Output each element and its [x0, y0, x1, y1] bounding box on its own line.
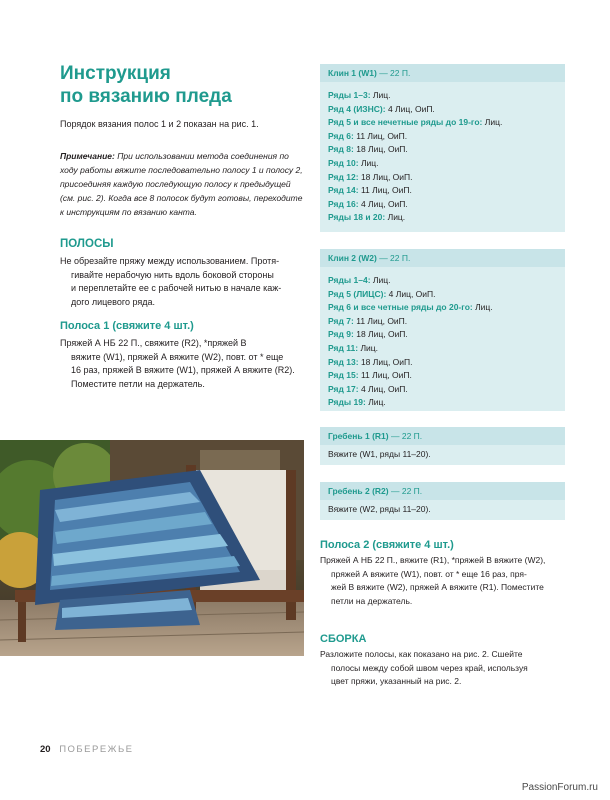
ridge1-text: Вяжите (W1, ряды 11–20).	[328, 449, 431, 459]
wedge1-stitches: — 22 П.	[379, 68, 411, 78]
wedge1-row	[328, 184, 557, 198]
wedge2-row	[328, 396, 557, 410]
strip1-line: Поместите петли на держатель.	[71, 378, 205, 389]
row-text: 11 Лиц, ОиП.	[356, 130, 408, 141]
strip1-heading: Полоса 1 (свяжите 4 шт.)	[60, 320, 194, 332]
magazine-name: ПОБЕРЕЖЬЕ	[59, 744, 134, 755]
strip2-line: пряжей А вяжите (W1), повт. от * еще 16 раз, пря-	[331, 568, 527, 579]
row-label: Ряд 11:	[328, 342, 359, 353]
note-text: При использовании метода соединения по ходу работы вяжите последовательно полосу 1 и полосу 2, присоединяя каждую последующую полосу к предыдущей (см. рис. 2). Когда все 8 полосок будут готовы, переходите к инструкциям по вязанию канта.	[60, 151, 303, 217]
row-text: 4 Лиц, ОиП.	[387, 103, 435, 114]
strips-text	[60, 255, 308, 309]
wedge1-rows	[320, 82, 565, 230]
wedge1-row	[328, 89, 557, 103]
note-label: Примечание:	[60, 151, 115, 161]
row-label: Ряды 1–4:	[328, 275, 371, 285]
row-label: Ряд 10:	[328, 157, 359, 168]
title-line-1: Инструкция	[60, 63, 171, 84]
row-label: Ряды 1–3:	[328, 90, 371, 100]
ridge2-stitches: — 22 П.	[391, 486, 423, 496]
row-text: 11 Лиц, ОиП.	[360, 185, 412, 196]
row-label: Ряд 5 и все нечетные ряды до 19-го:	[328, 117, 483, 128]
strip1-line: вяжите (W1), пряжей А вяжите (W2), повт. от * еще	[71, 351, 284, 362]
wedge1-row	[328, 103, 557, 117]
ridge2-text: Вяжите (W2, ряды 11–20).	[328, 504, 431, 514]
page-footer	[40, 744, 134, 755]
row-text: Лиц.	[372, 90, 391, 100]
wedge2-row	[328, 328, 557, 342]
row-text: 11 Лиц, ОиП.	[360, 370, 412, 381]
ridge2-heading: Гребень 2 (R2)	[328, 486, 389, 496]
strip2-heading: Полоса 2 (свяжите 4 шт.)	[320, 539, 454, 551]
strips-line: гивайте нерабочую нить вдоль боковой стороны	[71, 269, 274, 280]
row-text: Лиц.	[360, 157, 379, 168]
row-label: Ряд 12:	[328, 171, 359, 182]
wedge2-row	[328, 342, 557, 356]
row-text: 18 Лиц, ОиП.	[360, 171, 413, 182]
row-text: 4 Лиц, ОиП.	[360, 383, 408, 394]
wedge2-row	[328, 274, 557, 288]
row-label: Ряд 17:	[328, 383, 359, 394]
row-label: Ряд 6 и все четные ряды до 20-го:	[328, 302, 473, 313]
wedge2-row	[328, 301, 557, 315]
wedge2-box	[320, 249, 565, 411]
wedge2-header	[320, 249, 565, 267]
row-text: 4 Лиц, ОиП.	[360, 198, 408, 209]
ridge1-heading: Гребень 1 (R1)	[328, 431, 389, 441]
row-text: 4 Лиц, ОиП.	[388, 288, 436, 299]
row-label: Ряд 15:	[328, 370, 359, 381]
ridge1-box	[320, 427, 565, 465]
strips-line: Не обрезайте пряжу между использованием. Протя-	[60, 256, 280, 266]
row-text: Лиц.	[387, 212, 406, 223]
watermark: PassionForum.ru	[521, 782, 598, 793]
row-label: Ряд 14:	[328, 185, 359, 196]
row-label: Ряд 16:	[328, 198, 359, 209]
strip1-line: Пряжей А НБ 22 П., свяжите (R2), *пряжей В	[60, 338, 247, 348]
wedge2-row	[328, 369, 557, 383]
row-text: 18 Лиц, ОиП.	[356, 329, 408, 340]
wedge2-row	[328, 288, 557, 302]
assembly-text	[320, 648, 570, 689]
blanket-photo	[0, 440, 304, 656]
title-line-2: по вязанию пледа	[60, 86, 232, 107]
assembly-heading: СБОРКА	[320, 633, 367, 645]
wedge2-heading: Клин 2 (W2)	[328, 253, 377, 263]
ridge1-header	[320, 427, 565, 445]
row-text: 18 Лиц, ОиП.	[360, 356, 413, 367]
assembly-line: Разложите полосы, как показано на рис. 2. Сшейте	[320, 649, 523, 659]
wedge1-row	[328, 198, 557, 212]
ridge1-stitches: — 22 П.	[391, 431, 423, 441]
ridge2-header	[320, 482, 565, 500]
row-label: Ряд 6:	[328, 130, 354, 141]
strip1-text	[60, 337, 310, 391]
page-title	[60, 62, 300, 108]
ridge2-box	[320, 482, 565, 520]
strip1-line: 16 раз, пряжей В вяжите (W1), пряжей А вяжите (R2).	[71, 365, 295, 375]
row-label: Ряд 8:	[328, 144, 354, 155]
row-label: Ряд 7:	[328, 315, 354, 326]
wedge1-heading: Клин 1 (W1)	[328, 68, 377, 78]
row-label: Ряды 18 и 20:	[328, 212, 386, 223]
wedge1-row	[328, 211, 557, 225]
row-text: Лиц.	[475, 302, 493, 313]
row-label: Ряды 19:	[328, 397, 366, 408]
row-text: Лиц.	[484, 117, 503, 128]
assembly-line: цвет пряжи, указанный на рис. 2.	[331, 676, 462, 686]
wedge1-row	[328, 157, 557, 171]
wedge1-box	[320, 64, 565, 232]
wedge2-rows	[320, 267, 565, 415]
row-text: Лиц.	[372, 275, 391, 285]
note-block	[60, 149, 306, 219]
row-text: 18 Лиц, ОиП.	[356, 144, 408, 155]
wedge2-row	[328, 383, 557, 397]
row-label: Ряд 4 (ИЗНС):	[328, 103, 386, 114]
row-text: Лиц.	[368, 397, 386, 408]
strip2-line: Пряжей А НБ 22 П., вяжите (R1), *пряжей В вяжите (W2),	[320, 555, 546, 565]
strips-line: и переплетайте ее с рабочей нитью в начале каж-	[71, 283, 282, 293]
wedge1-row	[328, 130, 557, 144]
strips-heading: ПОЛОСЫ	[60, 238, 114, 250]
strip2-line: петли на держатель.	[331, 595, 413, 606]
assembly-line: полосы между собой швом через край, используя	[331, 662, 528, 673]
wedge2-row	[328, 356, 557, 370]
row-text: 11 Лиц, ОиП.	[356, 315, 408, 326]
row-label: Ряд 9:	[328, 329, 354, 340]
row-label: Ряд 5 (ЛИЦС):	[328, 288, 387, 299]
wedge1-header	[320, 64, 565, 82]
wedge1-row	[328, 143, 557, 157]
intro-text: Порядок вязания полос 1 и 2 показан на рис. 1.	[60, 119, 259, 129]
wedge2-row	[328, 315, 557, 329]
wedge1-row	[328, 171, 557, 185]
wedge2-stitches: — 22 П.	[379, 253, 411, 263]
strip2-line: жей В вяжите (W2), пряжей А вяжите (R1). Поместите	[331, 582, 544, 592]
row-label: Ряд 13:	[328, 356, 359, 367]
strips-line: дого лицевого ряда.	[71, 296, 155, 307]
strip2-text	[320, 554, 570, 608]
wedge1-row	[328, 116, 557, 130]
page-number: 20	[40, 744, 51, 755]
row-text: Лиц.	[360, 342, 379, 353]
